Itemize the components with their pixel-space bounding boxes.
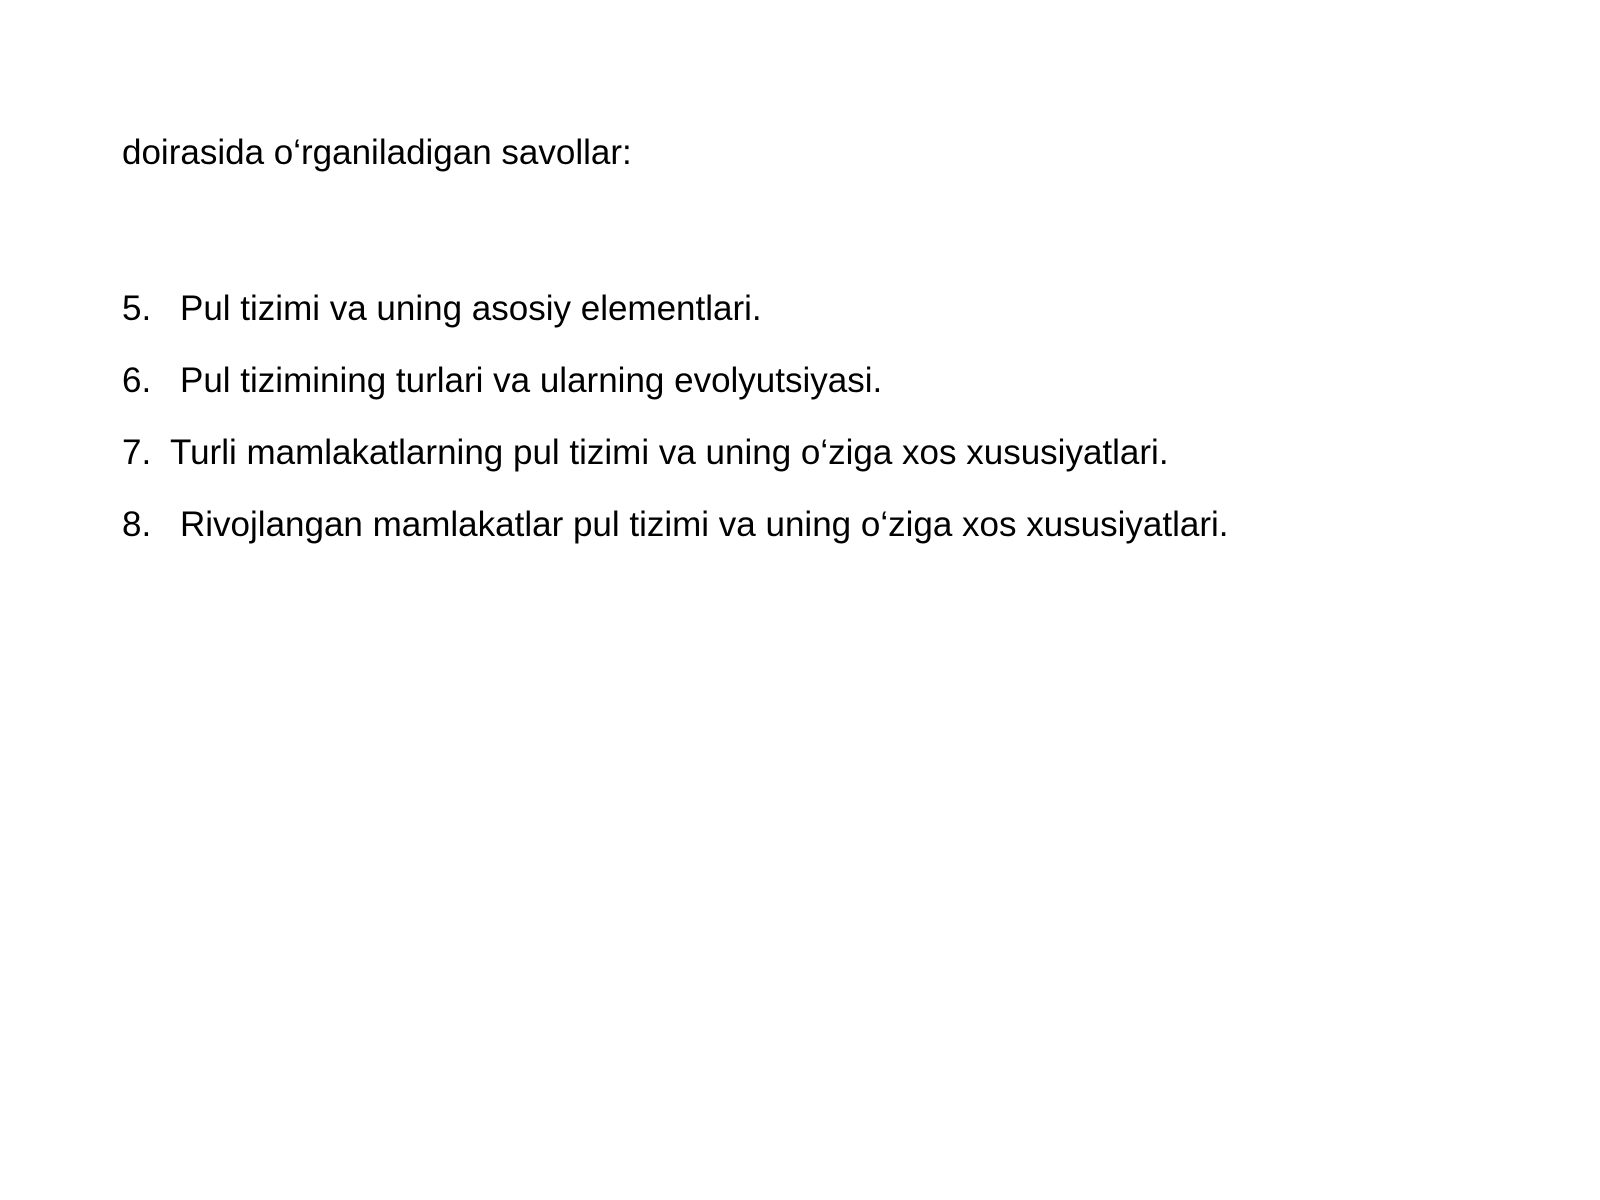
list-item <box>122 360 882 402</box>
list-item <box>122 288 762 330</box>
list-item-text: Pul tizimi va uning asosiy elementlari. <box>180 289 762 328</box>
list-item-number: 6. <box>122 361 152 400</box>
list-item-text: Pul tizimining turlari va ularning evolyutsiyasi. <box>180 361 883 400</box>
list-item-text: Turli mamlakatlarning pul tizimi va uning o‘ziga xos xususiyatlari. <box>170 433 1169 472</box>
list-item-number: 8. <box>122 505 152 544</box>
list-item-text: Rivojlangan mamlakatlar pul tizimi va uning o‘ziga xos xususiyatlari. <box>180 505 1229 544</box>
list-item <box>122 504 1229 546</box>
list-item-number: 7. <box>122 433 152 472</box>
list-item <box>122 432 1169 474</box>
intro-text: doirasida o‘rganiladigan savollar: <box>122 133 632 172</box>
list-item-number: 5. <box>122 289 152 328</box>
